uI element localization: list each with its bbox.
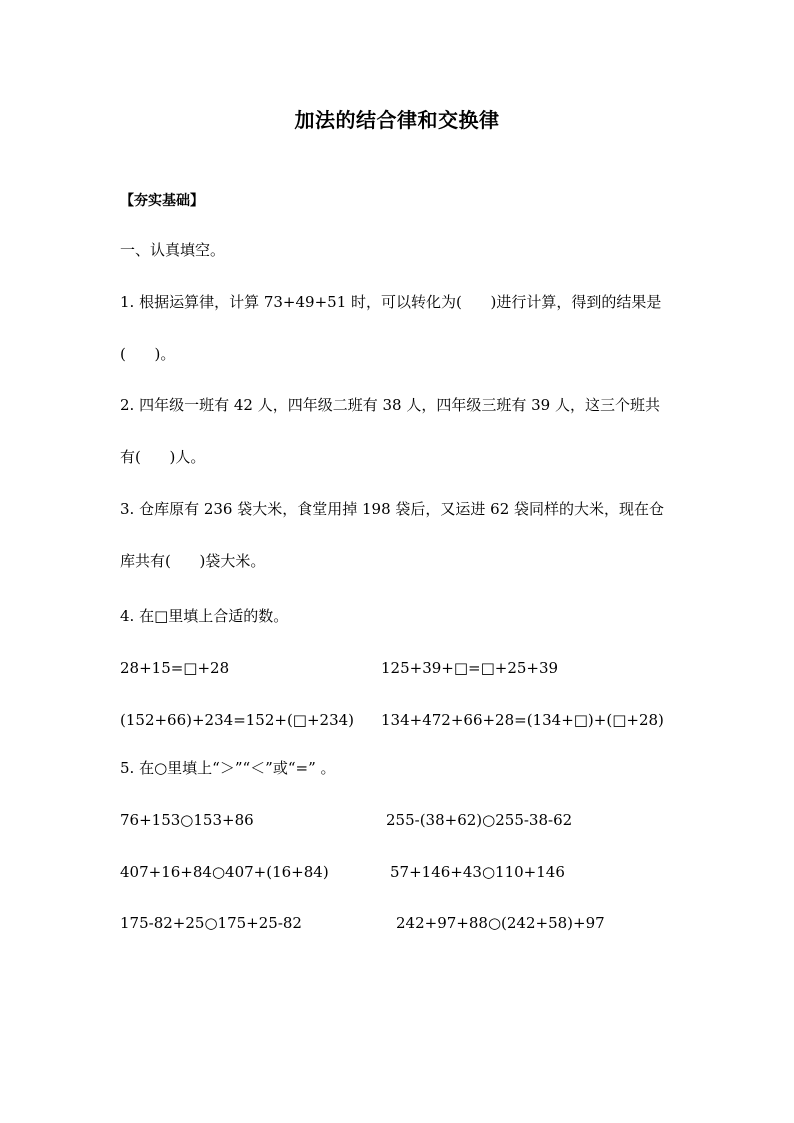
q3-line2: 库共有( )袋大米。 (120, 552, 266, 570)
q4-row1-left: 28+15=□+28 (120, 659, 230, 677)
page-title: 加法的结合律和交换律 (294, 108, 500, 132)
q1-line1: 1. 根据运算律，计算 73+49+51 时，可以转化为( )进行计算，得到的结果是 (120, 293, 662, 311)
q1-line2: ( )。 (120, 345, 176, 363)
q4-heading: 4. 在□里填上合适的数。 (120, 607, 289, 625)
q2-line1: 2. 四年级一班有 42 人，四年级二班有 38 人，四年级三班有 39 人，这三个班共 (120, 396, 660, 414)
q2-line2: 有( )人。 (120, 448, 206, 466)
q4-row1-right: 125+39+□=□+25+39 (381, 659, 559, 677)
q5-row2-left: 407+16+84○407+(16+84) (120, 863, 329, 881)
section-heading: 【夯实基础】 (120, 193, 204, 209)
q5-row3-right: 242+97+88○(242+58)+97 (396, 914, 605, 932)
part1-heading: 一、认真填空。 (120, 241, 226, 259)
q5-row3-left: 175-82+25○175+25-82 (120, 914, 302, 932)
q5-heading: 5. 在○里填上“＞”“＜”或“=” 。 (120, 759, 336, 777)
q5-row1-left: 76+153○153+86 (120, 811, 254, 829)
q5-row1-right: 255-(38+62)○255-38-62 (386, 811, 573, 829)
q3-line1: 3. 仓库原有 236 袋大米，食堂用掉 198 袋后，又运进 62 袋同样的大米，现在仓 (120, 500, 665, 518)
q5-row2-right: 57+146+43○110+146 (390, 863, 565, 881)
q4-row2-right: 134+472+66+28=(134+□)+(□+28) (381, 711, 664, 729)
q4-row2-left: (152+66)+234=152+(□+234) (120, 711, 355, 729)
